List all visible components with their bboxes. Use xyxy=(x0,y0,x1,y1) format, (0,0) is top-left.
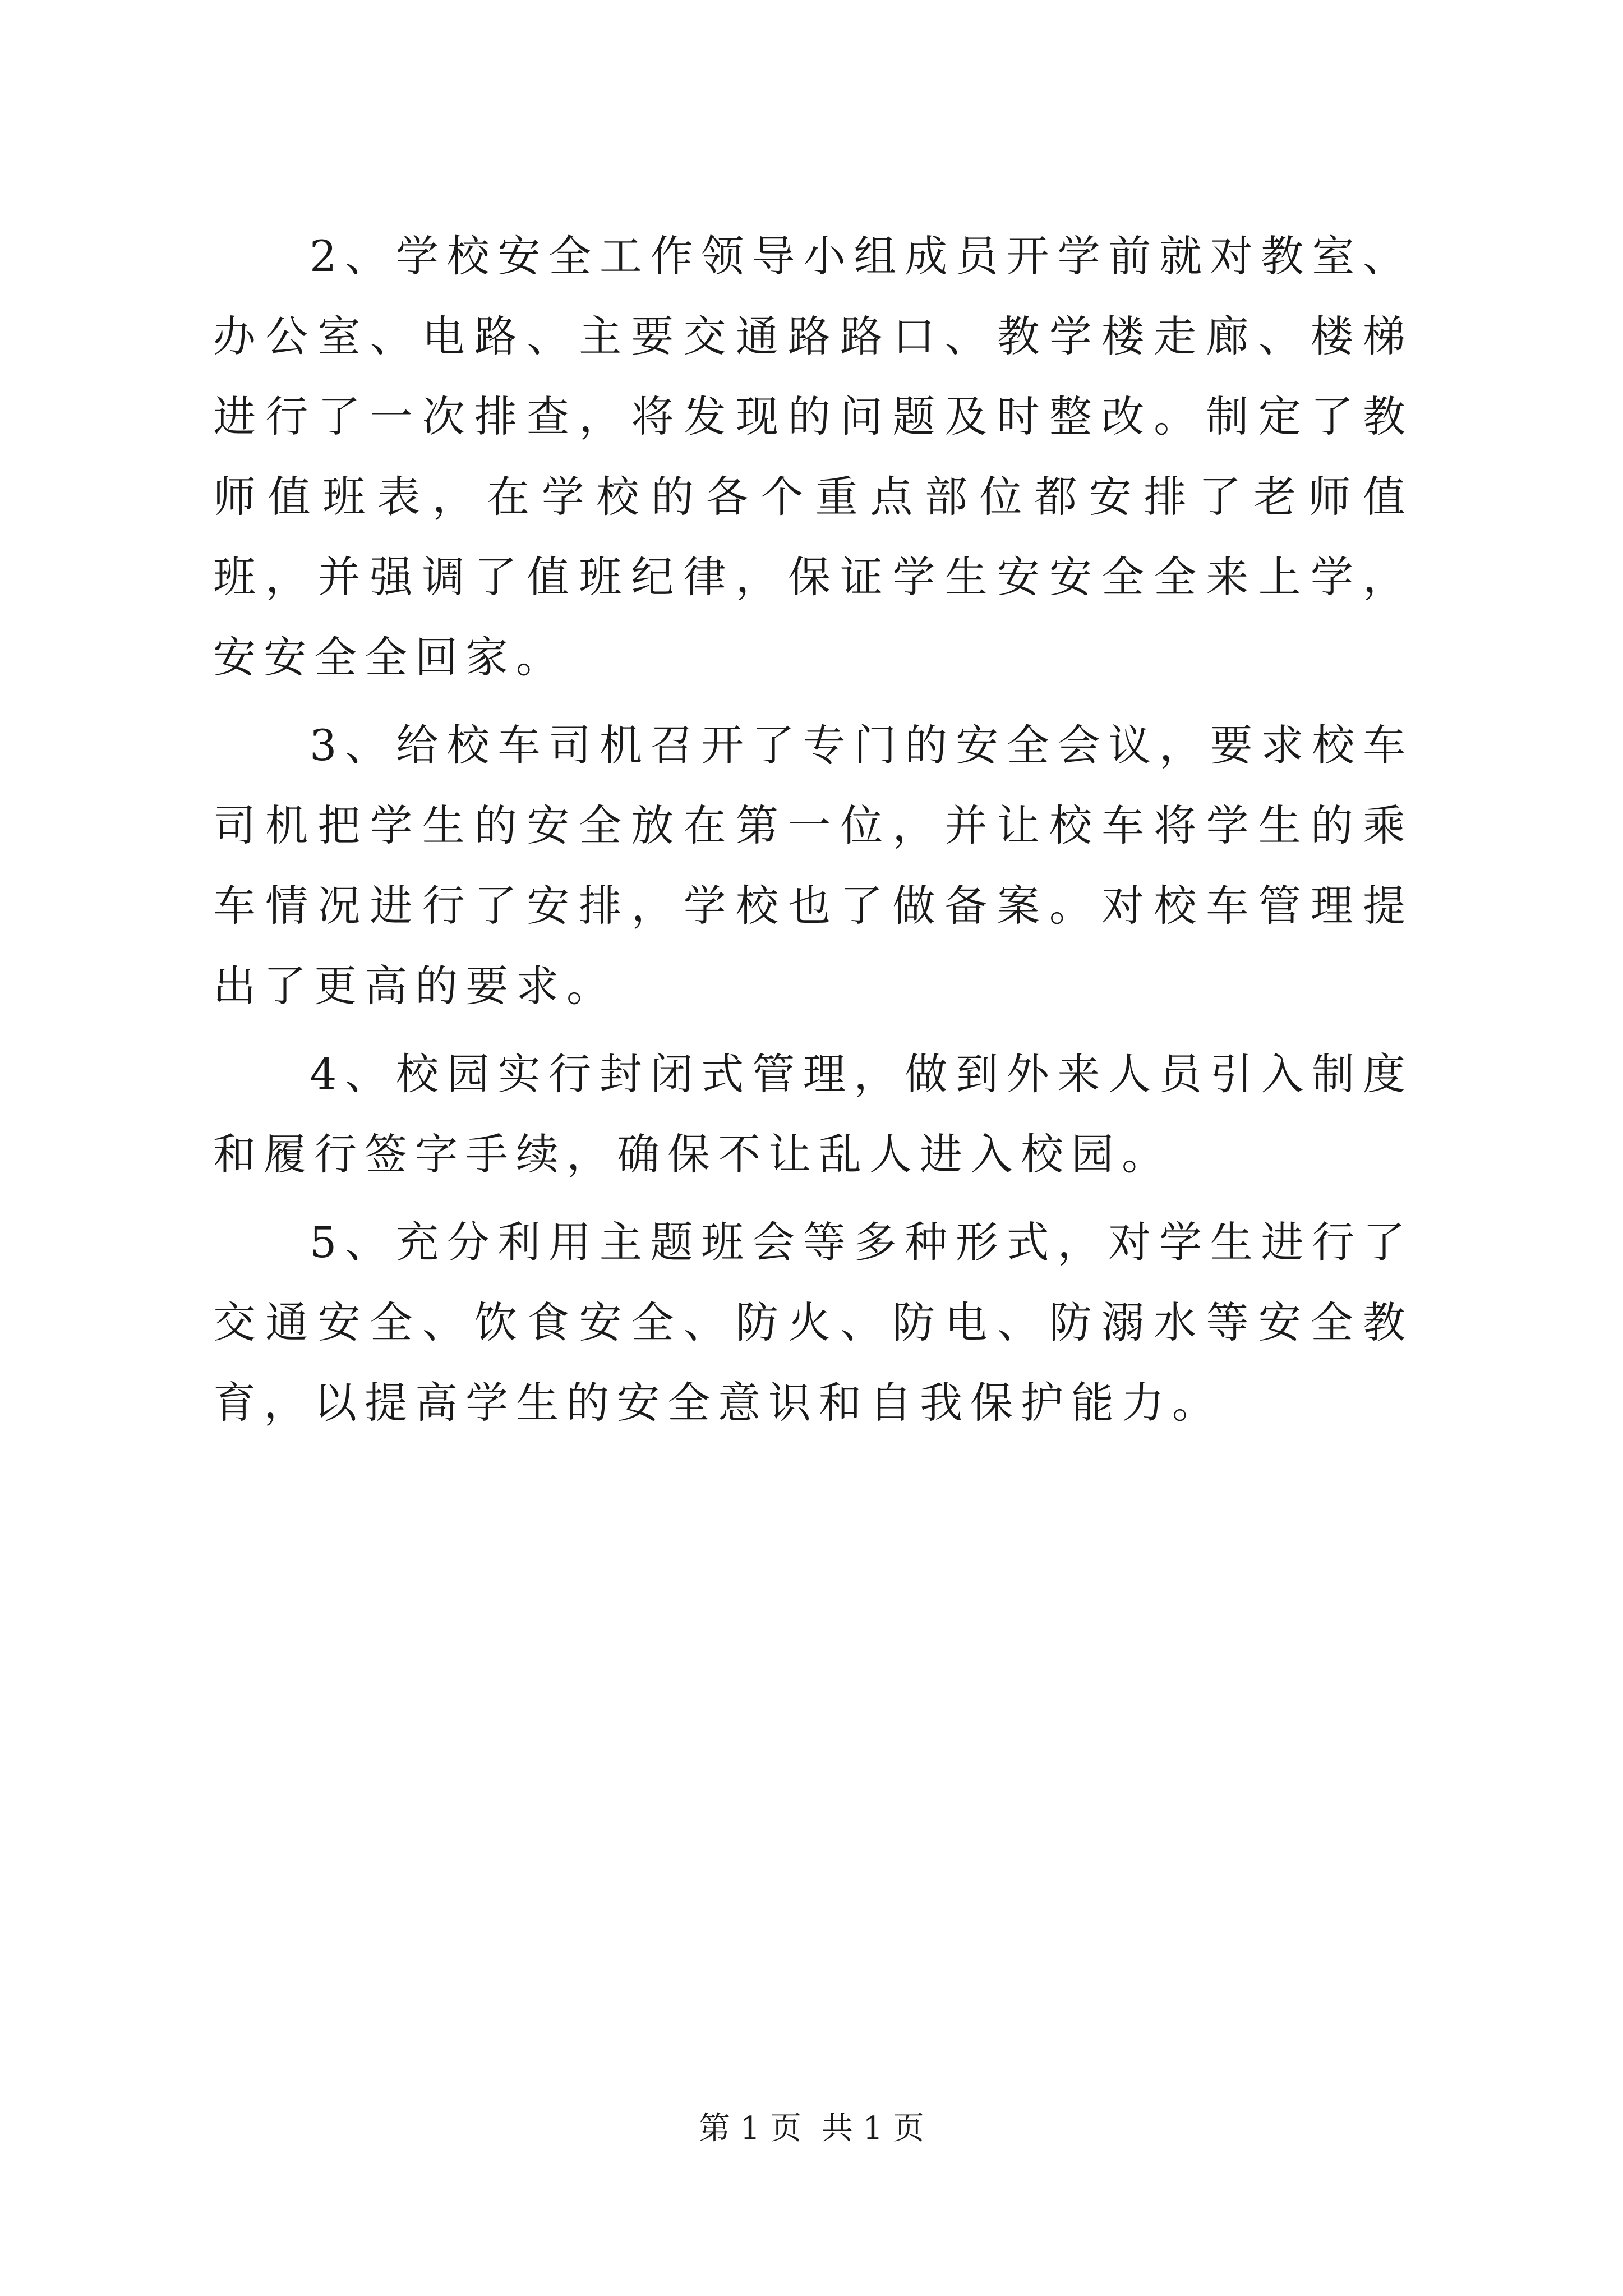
page-footer: 第 1 页 共 1 页 xyxy=(698,2110,925,2147)
document-body xyxy=(213,216,1413,1451)
paragraph-5: 5、充分利用主题班会等多种形式，对学生进行了交通安全、饮食安全、防火、防电、防溺水等安全教育，以提高学生的安全意识和自我保护能力。 xyxy=(213,1217,1413,1428)
paragraph-2: 2、学校安全工作领导小组成员开学前就对教室、办公室、电路、主要交通路路口、教学楼走廊、楼梯进行了一次排查，将发现的问题及时整改。制定了教师值班表，在学校的各个重点部位都安排了老师值班，并强调了值班纪律，保证学生安安全全来上学，安安全全回家。 xyxy=(213,231,1413,682)
paragraph-4: 4、校园实行封闭式管理，做到外来人员引入制度和履行签字手续，确保不让乱人进入校园。 xyxy=(213,1049,1413,1179)
paragraph-3: 3、给校车司机召开了专门的安全会议，要求校车司机把学生的安全放在第一位，并让校车将学生的乘车情况进行了安排，学校也了做备案。对校车管理提出了更高的要求。 xyxy=(213,720,1413,1011)
